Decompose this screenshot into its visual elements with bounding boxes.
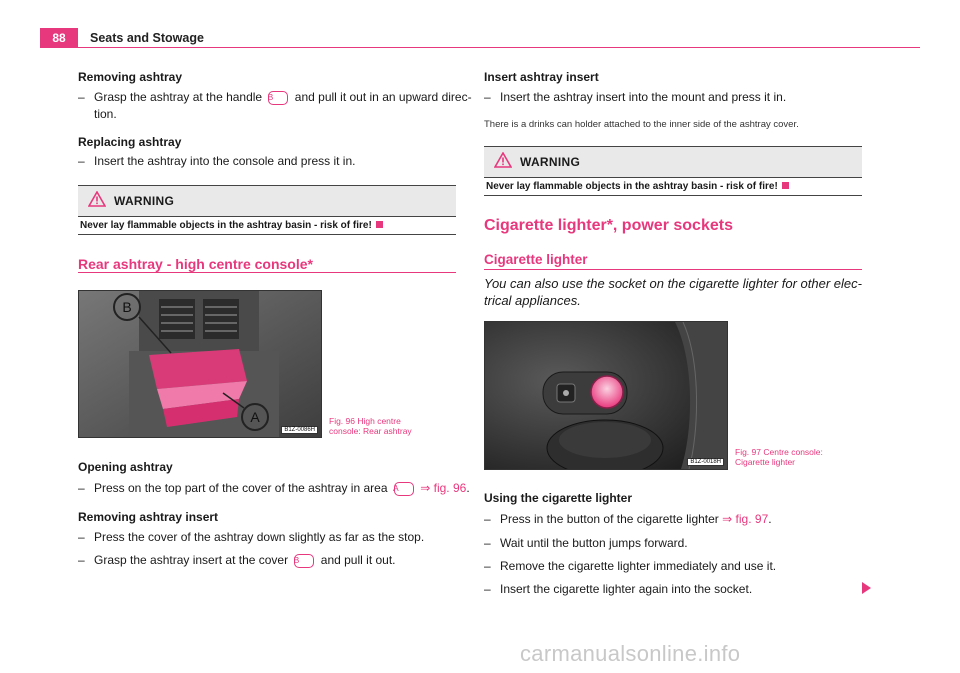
removing-insert-heading: Removing ashtray insert: [78, 510, 219, 524]
warning-text: Never lay flammable objects in the ashtray basin - risk of fire!: [484, 178, 862, 195]
section-rule: [78, 272, 456, 273]
using-lighter-step-2: – Wait until the button jumps forward.: [484, 536, 688, 550]
area-a-badge: A: [394, 482, 414, 496]
cigarette-lighter-intro: You can also use the socket on the cigarette lighter for other elec- trical appliances.: [484, 276, 862, 308]
using-lighter-step-3: – Remove the cigarette lighter immediately and use it.: [484, 559, 777, 573]
figure-label-b: B: [122, 299, 132, 315]
warning-text: Never lay flammable objects in the ashtray basin - risk of fire!: [78, 217, 456, 234]
area-b-badge: B: [294, 554, 314, 568]
warning-triangle-icon: [88, 191, 106, 212]
reference-arrow-icon: ⇒: [420, 481, 431, 495]
replacing-ashtray-heading: Replacing ashtray: [78, 135, 182, 149]
warning-box-left: [78, 185, 456, 235]
figure-code: B1Z-0086H: [281, 426, 318, 434]
figure-label-a: A: [250, 409, 260, 425]
figure-reference-link[interactable]: fig. 96: [433, 481, 467, 495]
figure-code: B1Z-0018H: [687, 458, 724, 466]
figure-97-caption: Fig. 97 Centre console: Cigarette lighter: [735, 447, 823, 467]
header-rule: [40, 47, 920, 48]
rear-ashtray-section-heading: Rear ashtray - high centre console*: [78, 256, 313, 272]
replacing-ashtray-step: – Insert the ashtray into the console and press it in.: [78, 154, 356, 168]
warning-title: WARNING: [520, 155, 581, 169]
watermark: carmanualsonline.info: [520, 641, 741, 666]
using-lighter-step-1: – Press in the button of the cigarette lighter ⇒ fig. 97.: [484, 512, 772, 526]
cigarette-lighter-subheading: Cigarette lighter: [484, 252, 588, 267]
section-end-icon: [782, 182, 789, 189]
warning-header: [484, 147, 862, 178]
using-lighter-step-4: – Insert the cigarette lighter again into the socket.: [484, 582, 753, 596]
continue-arrow-icon: [862, 582, 871, 594]
using-lighter-heading: Using the cigarette lighter: [484, 491, 633, 505]
page-number: 88: [40, 28, 78, 48]
removing-insert-step-2: – Grasp the ashtray insert at the cover B and pull it out.: [78, 553, 396, 567]
drinks-holder-note: There is a drinks can holder attached to the inner side of the ashtray cover.: [484, 119, 799, 130]
opening-ashtray-step: – Press on the top part of the cover of the ashtray in area A ⇒ fig. 96.: [78, 481, 470, 495]
figure-97-cigarette-lighter: [484, 321, 728, 470]
chapter-title: Seats and Stowage: [90, 31, 204, 45]
figure-96-caption: Fig. 96 High centre console: Rear ashtray: [329, 416, 412, 436]
removing-insert-step-1: – Press the cover of the ashtray down slightly as far as the stop.: [78, 530, 425, 544]
warning-header: [78, 186, 456, 217]
opening-ashtray-heading: Opening ashtray: [78, 460, 173, 474]
warning-box-right: [484, 146, 862, 196]
section-rule: [484, 269, 862, 270]
warning-triangle-icon: [494, 152, 512, 173]
rear-ashtray-illustration: [79, 291, 321, 437]
section-end-icon: [376, 221, 383, 228]
insert-ashtray-heading: Insert ashtray insert: [484, 70, 599, 84]
cigarette-lighter-illustration: [485, 322, 727, 469]
warning-title: WARNING: [114, 194, 175, 208]
removing-ashtray-step: – Grasp the ashtray at the handle B and pull it out in an upward direc- tion.: [78, 90, 472, 121]
figure-reference-link[interactable]: fig. 97: [735, 512, 769, 526]
insert-ashtray-step: – Insert the ashtray insert into the mount and press it in.: [484, 90, 787, 104]
removing-ashtray-heading: Removing ashtray: [78, 70, 183, 84]
cigarette-lighter-main-heading: Cigarette lighter*, power sockets: [484, 217, 733, 234]
area-b-badge: B: [268, 91, 288, 105]
figure-96-rear-ashtray: [78, 290, 322, 438]
reference-arrow-icon: ⇒: [722, 512, 733, 526]
